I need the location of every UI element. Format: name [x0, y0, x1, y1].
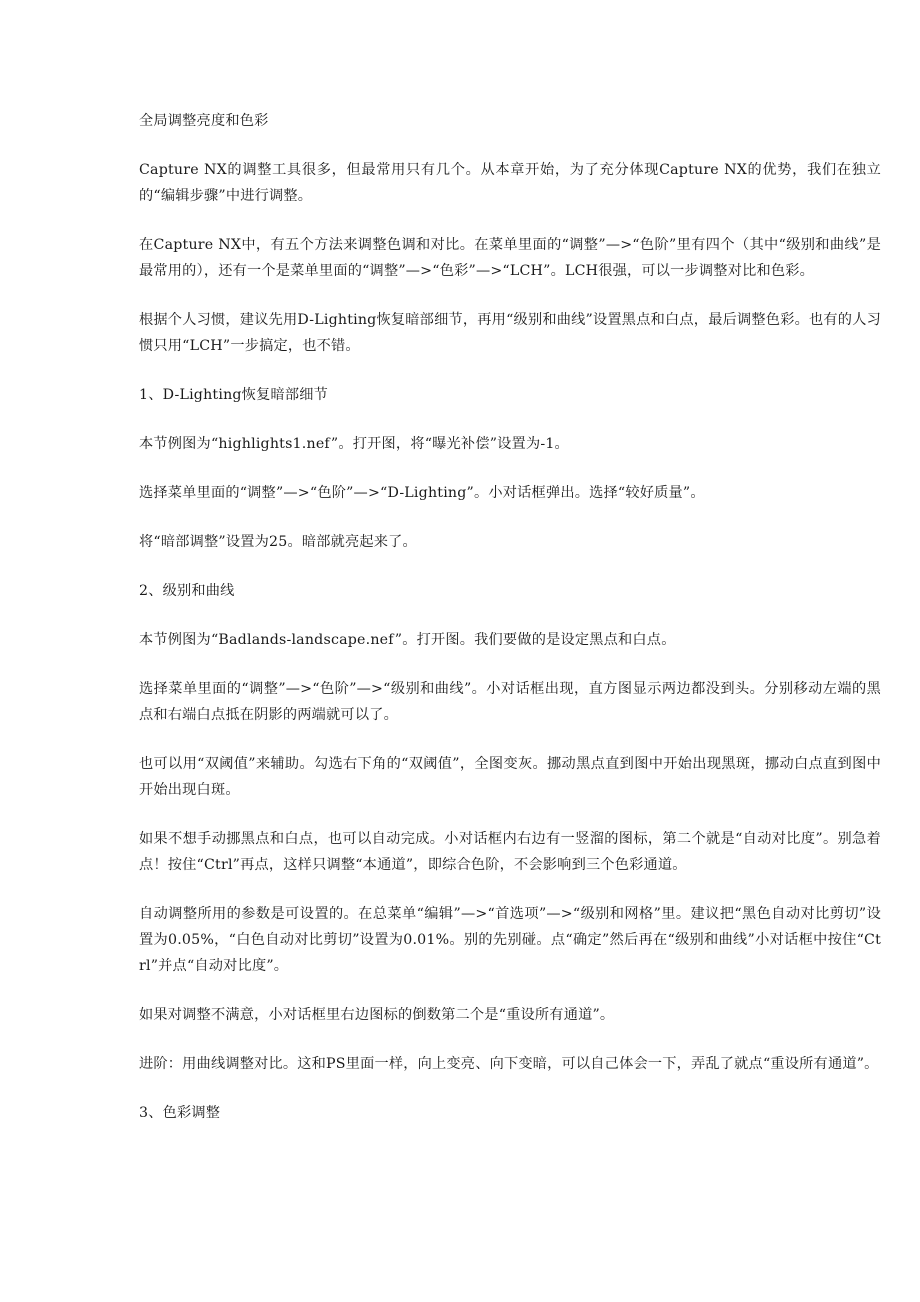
- paragraph-intro: Capture NX的调整工具很多，但最常用只有几个。从本章开始，为了充分体现Capture NX的优势，我们在独立的“编辑步骤”中进行调整。: [139, 162, 881, 204]
- document-body: [139, 108, 881, 1149]
- paragraph-levels-menu: 选择菜单里面的“调整”—>“色阶”—>“级别和曲线”。小对话框出现，直方图显示两边都没到头。分别移动左端的黑点和右端白点抵在阴影的两端就可以了。: [139, 681, 881, 723]
- paragraph-example-2: 本节例图为“Badlands-landscape.nef”。打开图。我们要做的是设定黑点和白点。: [139, 632, 676, 648]
- paragraph-dlighting-menu: 选择菜单里面的“调整”—>“色阶”—>“D-Lighting”。小对话框弹出。选择“较好质量”。: [139, 485, 705, 501]
- paragraph-habits: 根据个人习惯，建议先用D-Lighting恢复暗部细节，再用“级别和曲线”设置黑点和白点，最后调整色彩。也有的人习惯只用“LCH”一步搞定，也不错。: [139, 312, 881, 354]
- paragraph-shadow-adjust: 将“暗部调整”设置为25。暗部就亮起来了。: [139, 534, 417, 550]
- paragraph-threshold: 也可以用“双阈值”来辅助。勾选右下角的“双阈值”，全图变灰。挪动黑点直到图中开始出现黑斑，挪动白点直到图中开始出现白斑。: [139, 756, 881, 798]
- section-heading-2: 2、级别和曲线: [139, 583, 235, 599]
- paragraph-methods: 在Capture NX中，有五个方法来调整色调和对比。在菜单里面的“调整”—>“色阶”里有四个（其中“级别和曲线”是最常用的），还有一个是菜单里面的“调整”—>“色彩”—>“LCH”。LCH很强，可以一步调整对比和色彩。: [139, 237, 881, 279]
- document-title: 全局调整亮度和色彩: [139, 113, 269, 129]
- paragraph-preferences: 自动调整所用的参数是可设置的。在总菜单“编辑”—>“首选项”—>“级别和网格”里。建议把“黑色自动对比剪切”设置为0.05%，“白色自动对比剪切”设置为0.01%。别的先别碰。点“确定”然后再在“级别和曲线”小对话框中按住“Ctrl”并点“自动对比度”。: [139, 906, 881, 974]
- section-heading-3: 3、色彩调整: [139, 1105, 221, 1121]
- paragraph-curves: 进阶：用曲线调整对比。这和PS里面一样，向上变亮、向下变暗，可以自己体会一下，弄乱了就点“重设所有通道”。: [139, 1056, 879, 1072]
- paragraph-reset: 如果对调整不满意，小对话框里右边图标的倒数第二个是“重设所有通道”。: [139, 1007, 615, 1023]
- paragraph-example-1: 本节例图为“highlights1.nef”。打开图，将“曝光补偿”设置为-1。: [139, 436, 569, 452]
- section-heading-1: 1、D-Lighting恢复暗部细节: [139, 387, 329, 403]
- paragraph-auto-contrast: 如果不想手动挪黑点和白点，也可以自动完成。小对话框内右边有一竖溜的图标，第二个就是“自动对比度”。别急着点！按住“Ctrl”再点，这样只调整“本通道”，即综合色阶，不会影响到三个色彩通道。: [139, 831, 881, 873]
